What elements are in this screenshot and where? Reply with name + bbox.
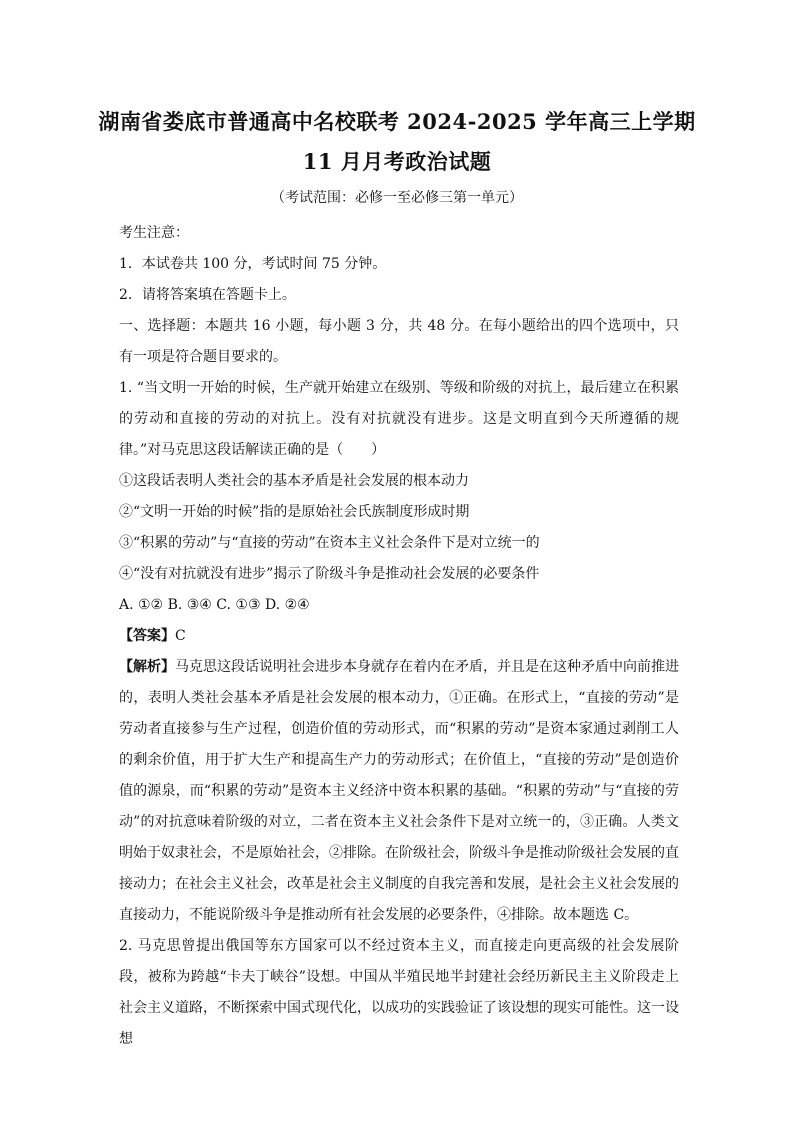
question-1-option-3: ③“积累的劳动”与“直接的劳动”在资本主义社会条件下是对立统一的	[119, 535, 540, 551]
question-1-stem: 1. “当文明一开始的时候，生产就开始建立在级别、等级和阶级的对抗上，最后建立在积累的劳动和直接的劳动的对抗上。没有对抗就没有进步。这是文明直到今天所遵循的规律。”对马克思这段话解读正确的是（ ）	[119, 380, 679, 458]
answer-label: 【答案】	[119, 628, 175, 644]
exam-scope-subtitle: （考试范围：必修一至必修三第一单元）	[271, 190, 523, 206]
section-1-instruction: 一、选择题：本题共 16 小题，每小题 3 分，共 48 分。在每小题给出的四个选项中，只有一项是符合题目要求的。	[119, 318, 679, 365]
notice-item-1: 1．本试卷共 100 分，考试时间 75 分钟。	[119, 256, 387, 272]
notice-heading: 考生注意：	[119, 225, 189, 241]
answer-value: C	[175, 628, 186, 644]
question-1-option-4: ④“没有对抗就没有进步”揭示了阶级斗争是推动社会发展的必要条件	[119, 566, 540, 582]
question-1-choices: A. ①② B. ③④ C. ①③ D. ②④	[119, 597, 310, 613]
document-title-line-2: 11 月月考政治试题	[302, 149, 492, 174]
analysis-text: 马克思这段话说明社会进步本身就存在着内在矛盾，并且是在这种矛盾中向前推进的，表明人类社会基本矛盾是社会发展的根本动力，①正确。在形式上，“直接的劳动”是劳动者直接参与生产过程，创造价值的劳动形式，而“积累的劳动”是资本家通过剥削工人的剩余价值，用于扩大生产和提高生产力的劳动形式；在价值上，“直接的劳动”是创造价值的源泉，而“积累的劳动”是资本主义经济中资本积累的基础。“积累的劳动”与“直接的劳动”的对抗意味着阶级的对立，二者在资本主义社会条件下是对立统一的，③正确。人类文明始于奴隶社会，不是原始社会，②排除。在阶级社会，阶级斗争是推动阶级社会发展的直接动力；在社会主义社会，改革是社会主义制度的自我完善和发展，是社会主义社会发展的直接动力，不能说阶级斗争是推动所有社会发展的必要条件，④排除。故本题选 C。	[119, 659, 679, 923]
document-title-line-1: 湖南省娄底市普通高中名校联考 2024-2025 学年高三上学期	[98, 109, 696, 134]
question-1-analysis	[119, 652, 679, 931]
analysis-label: 【解析】	[119, 659, 175, 675]
question-2-stem: 2. 马克思曾提出俄国等东方国家可以不经过资本主义，而直接走向更高级的社会发展阶段，被称为跨越“卡夫丁峡谷”设想。中国从半殖民地半封建社会经历新民主主义阶段走上社会主义道路，不断探索中国式现代化，以成功的实践验证了该设想的现实可能性。这一设想	[119, 938, 679, 1047]
document-body	[119, 218, 679, 1055]
notice-item-2: 2．请将答案填在答题卡上。	[119, 287, 296, 303]
question-1-option-1: ①这段话表明人类社会的基本矛盾是社会发展的根本动力	[119, 473, 469, 489]
question-1-answer	[119, 621, 679, 652]
question-1-option-2: ②“文明一开始的时候”指的是原始社会氏族制度形成时期	[119, 504, 470, 520]
